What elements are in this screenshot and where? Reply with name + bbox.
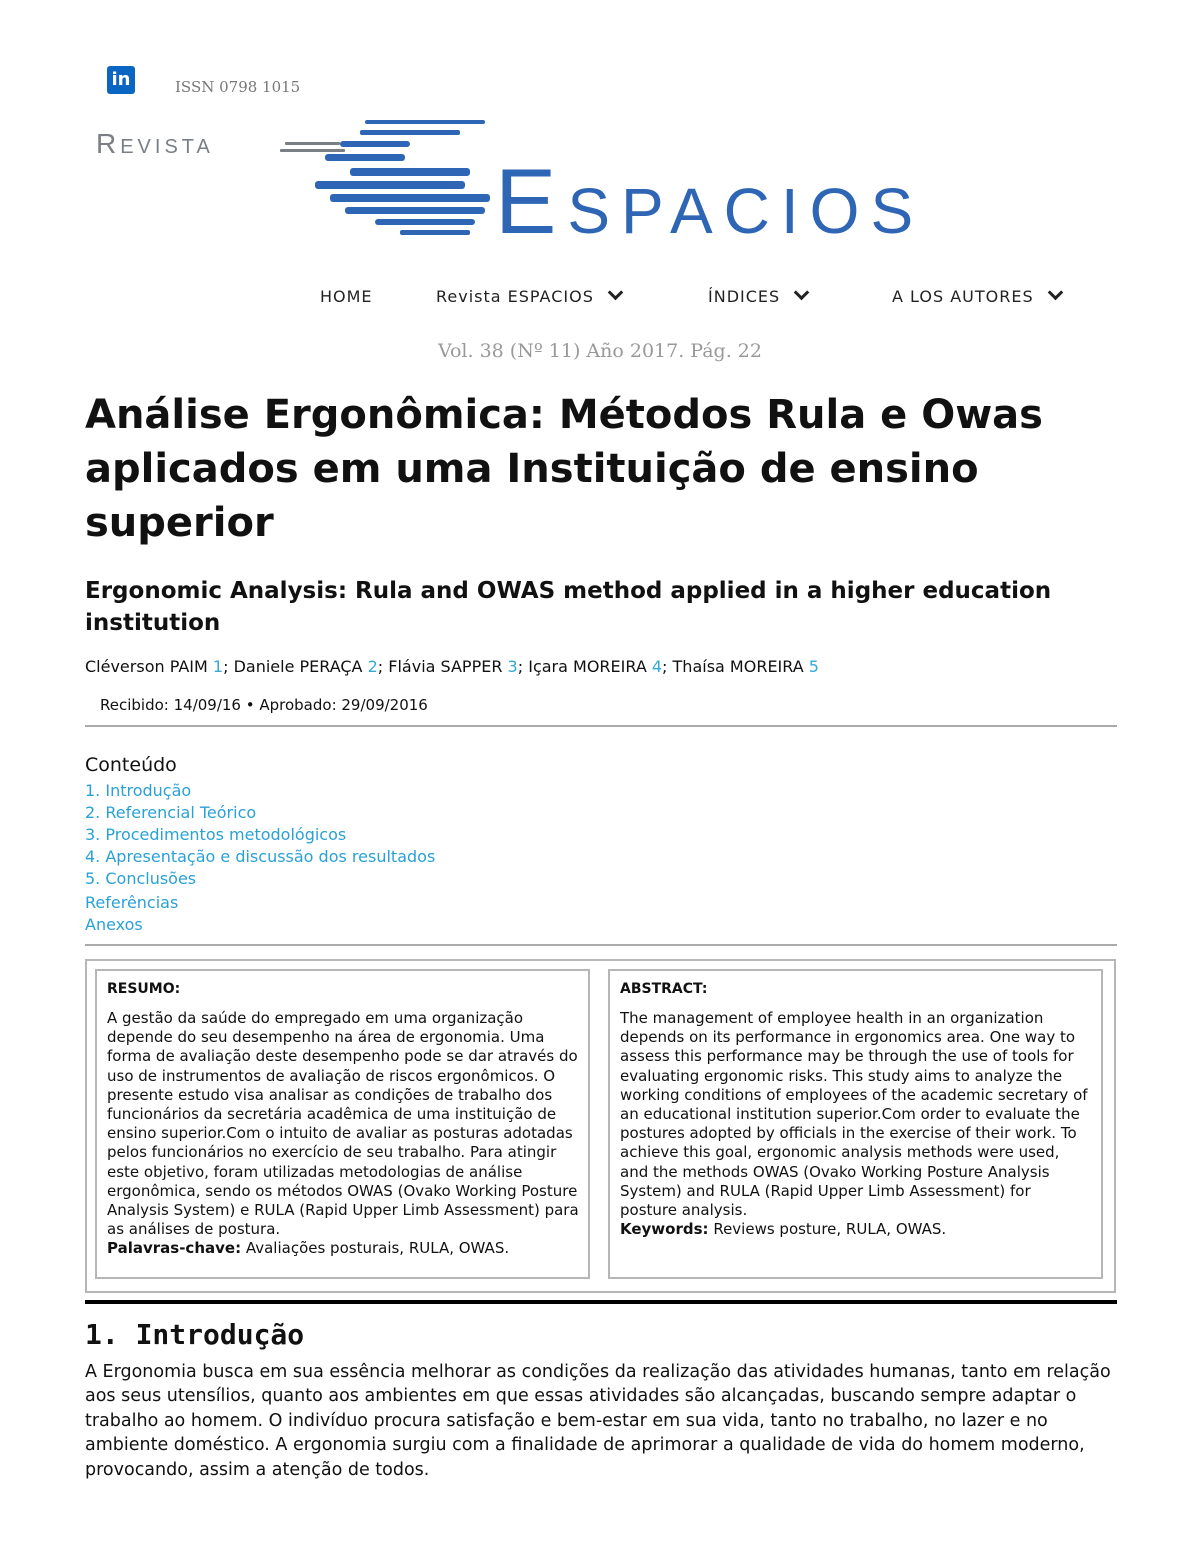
- abstract-heading: ABSTRACT:: [620, 981, 708, 997]
- chevron-down-icon: [794, 285, 810, 301]
- intro-paragraph: A Ergonomia busca em sua essência melhorar as condições da realização das atividades humanas, tanto em relação aos seus utensílios, quanto aos ambientes em que essas atividades são alcançadas, buscando sempre adaptar o trabalho ao homem. O indivíduo procura satisfação e bem-estar em sua vida, tanto no trabalho, no lazer e no ambiente doméstico. A ergonomia surgiu com a finalidade de aprimorar a qualidade de vida do homem moderno, provocando, assim a atenção de todos.: [85, 1362, 1111, 1480]
- nav-revista-espacios[interactable]: [436, 287, 621, 306]
- article-title: Análise Ergonômica: Métodos Rula e Owas aplicados em uma Instituição de ensino superior: [85, 392, 1043, 546]
- resumo-body: [107, 1009, 579, 1259]
- issn-label: ISSN 0798 1015: [175, 78, 301, 96]
- toc-link[interactable]: 3. Procedimentos metodológicos: [85, 825, 347, 844]
- chevron-down-icon: [608, 285, 624, 301]
- nav-a-los-autores-label: A LOS AUTORES: [892, 287, 1034, 306]
- chevron-down-icon: [1047, 285, 1063, 301]
- abstract-keywords: Reviews posture, RULA, OWAS.: [708, 1220, 947, 1239]
- author-ref-link[interactable]: 4: [651, 657, 663, 676]
- nav-home[interactable]: [320, 287, 373, 306]
- logo-espacios-text[interactable]: Espacios: [495, 151, 925, 253]
- toc-link[interactable]: Referências: [85, 893, 179, 912]
- nav-indices-label: ÍNDICES: [708, 287, 781, 306]
- nav-revista-espacios-label: Revista ESPACIOS: [436, 287, 594, 306]
- nav-a-los-autores[interactable]: [892, 287, 1061, 306]
- abstract-table: [85, 959, 1116, 1293]
- received-dates: Recibido: 14/09/16 • Aprobado: 29/09/2016: [100, 696, 428, 714]
- table-of-contents: [85, 780, 435, 936]
- linkedin-icon[interactable]: in: [107, 66, 135, 94]
- toc-heading: Conteúdo: [85, 754, 177, 776]
- toc-link[interactable]: 5. Conclusões: [85, 869, 197, 888]
- abstract-keywords-label: Keywords:: [620, 1220, 709, 1239]
- logo-swoosh-icon: [280, 118, 495, 243]
- resumo-heading: RESUMO:: [107, 981, 181, 997]
- author-separator: ;: [662, 657, 673, 676]
- resumo-text: A gestão da saúde do empregado em uma organização depende do seu desempenho na área de ergonomia. Uma forma de avaliação deste desempenho pode se dar através do uso de instrumentos de avaliação de riscos ergonômicos. O presente estudo visa analisar as condições de trabalho dos funcionários da secretária acadêmica de uma instituição de ensino superior.Com o intuito de avaliar as posturas adotadas pelos funcionários no exercício de seu trabalho. Para atingir este objetivo, foram utilizadas metodologias de análise ergonômica, sendo os métodos OWAS (Ovako Working Posture Analysis System) e RULA (Rapid Upper Limb Assessment) para as análises de postura.: [107, 1009, 579, 1239]
- author-ref-link[interactable]: 1: [212, 657, 224, 676]
- toc-link[interactable]: 4. Apresentação e discussão dos resultados: [85, 847, 436, 866]
- toc-link[interactable]: 1. Introdução: [85, 781, 192, 800]
- section-heading-introducao: 1. Introdução: [85, 1318, 305, 1351]
- abstract-cell: [608, 969, 1103, 1279]
- author-ref-link[interactable]: 5: [808, 657, 819, 676]
- author-name: Cléverson PAIM: [85, 657, 208, 676]
- author-name: Içara MOREIRA: [528, 657, 647, 676]
- author-name: Thaísa MOREIRA: [672, 657, 804, 676]
- volume-info: Vol. 38 (Nº 11) Año 2017. Pág. 22: [438, 340, 762, 362]
- abstract-text: The management of employee health in an organization depends on its performance in ergonomics area. One way to assess this performance may be through the use of tools for evaluating ergonomic risks. This study aims to analyze the working conditions of employees of the academic secretary of an educational institution superior.Com order to evaluate the postures adopted by officials in the exercise of their work. To achieve this goal, ergonomic analysis methods were used, and the methods OWAS (Ovako Working Posture Analysis System) and RULA (Rapid Upper Limb Assessment) for posture analysis.: [620, 1009, 1088, 1220]
- abstract-body: [620, 1009, 1092, 1239]
- author-separator: ;: [517, 657, 529, 676]
- author-ref-link[interactable]: 2: [367, 657, 378, 676]
- divider: [85, 944, 1117, 946]
- toc-link[interactable]: 2. Referencial Teórico: [85, 803, 257, 822]
- resumo-keywords: Avaliações posturais, RULA, OWAS.: [241, 1239, 510, 1258]
- author-separator: ;: [377, 657, 389, 676]
- divider: [85, 725, 1117, 727]
- resumo-cell: [95, 969, 590, 1279]
- author-name: Daniele PERAÇA: [233, 657, 363, 676]
- nav-home-label: HOME: [320, 287, 373, 306]
- author-separator: ;: [223, 657, 234, 676]
- nav-indices[interactable]: [708, 287, 807, 306]
- author-ref-link[interactable]: 3: [507, 657, 518, 676]
- author-name: Flávia SAPPER: [388, 657, 503, 676]
- logo-revista-text[interactable]: Revista: [96, 128, 214, 159]
- resumo-keywords-label: Palavras-chave:: [107, 1239, 242, 1258]
- toc-link[interactable]: Anexos: [85, 915, 143, 934]
- author-list: [85, 657, 819, 676]
- article-subtitle: Ergonomic Analysis: Rula and OWAS method applied in a higher education institution: [85, 578, 1052, 636]
- section-divider: [85, 1300, 1117, 1304]
